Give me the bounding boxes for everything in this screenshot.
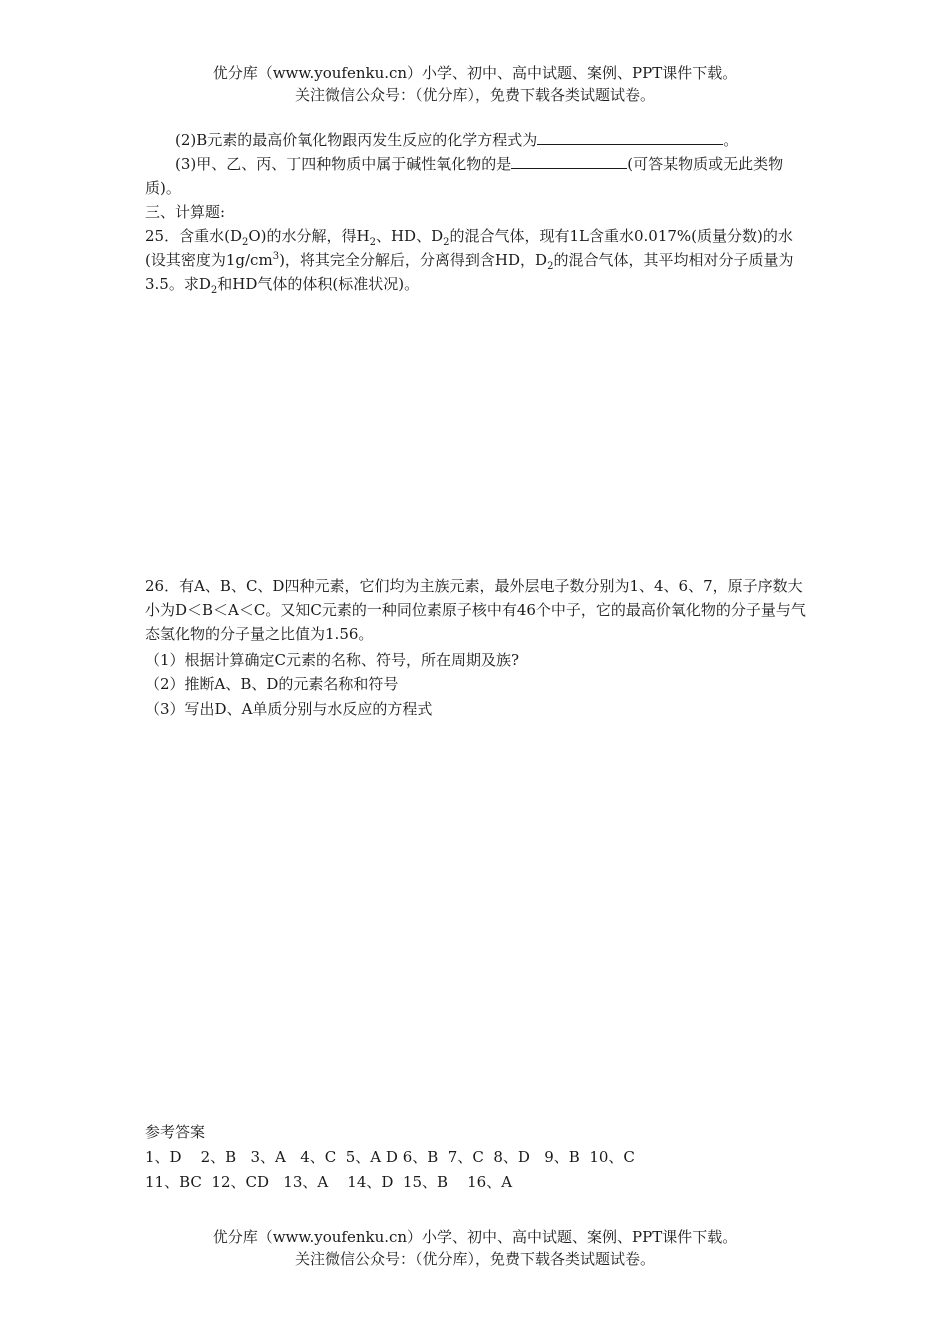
q25-text: )，将其完全分解后，分离得到含HD，D bbox=[279, 251, 548, 269]
question-26-sub1: （1）根据计算确定C元素的名称、符号，所在周期及族? bbox=[145, 651, 520, 669]
answers-row-2: 11、BC 12、CD 13、A 14、D 15、B 16、A bbox=[145, 1173, 513, 1191]
q25-text: 的混合气体，现有1L含重水0.017%(质量分数)的水(设其密度为1g/cm bbox=[145, 227, 793, 269]
page-header-line2: 关注微信公众号：（优分库），免费下载各类试题试卷。 bbox=[294, 86, 655, 104]
subscript: 2 bbox=[369, 237, 376, 248]
subscript: 2 bbox=[241, 237, 249, 248]
question-25 bbox=[145, 224, 808, 296]
superscript: 3 bbox=[272, 251, 280, 262]
section-heading: 三、计算题: bbox=[145, 203, 226, 221]
question-2 bbox=[145, 128, 808, 152]
subscript: 2 bbox=[547, 261, 554, 272]
question-2-text: (2)B元素的最高价氧化物跟丙发生反应的化学方程式为 bbox=[175, 131, 538, 149]
subscript: 2 bbox=[443, 237, 450, 248]
answers-row-1: 1、D 2、B 3、A 4、C 5、A D 6、B 7、C 8、D 9、B 10、C bbox=[145, 1148, 635, 1166]
answer-blank bbox=[537, 129, 723, 145]
question-3-text: (3)甲、乙、丙、丁四种物质中属于碱性氧化物的是 bbox=[175, 155, 512, 173]
question-26-intro: 26．有A、B、C、D四种元素，它们均为主族元素，最外层电子数分别为1、4、6、7，原子序数大小为D＜B＜A＜C。又知C元素的一种同位素原子核中有46个中子，它的最高价氧化物的分子量与气态氢化物的分子量之比值为1.56。 bbox=[145, 577, 806, 643]
page-header-line1: 优分库（www.youfenku.cn）小学、初中、高中试题、案例、PPT课件下载。 bbox=[212, 64, 738, 82]
question-2-tail: 。 bbox=[723, 131, 739, 149]
q25-text: 含重水(D bbox=[179, 227, 242, 245]
answer-blank bbox=[511, 153, 627, 169]
question-3 bbox=[145, 152, 808, 200]
page-footer-line1: 优分库（www.youfenku.cn）小学、初中、高中试题、案例、PPT课件下载。 bbox=[212, 1228, 738, 1246]
q25-text: 、HD、D bbox=[375, 227, 444, 245]
question-number: 25． bbox=[145, 227, 180, 245]
subscript: 2 bbox=[210, 285, 218, 296]
q25-text: 的混合气体，其平均相对分子质量为3.5。求D bbox=[145, 251, 794, 293]
question-26-sub2: （2）推断A、B、D的元素名称和符号 bbox=[145, 675, 399, 693]
page-footer-line2: 关注微信公众号：（优分库），免费下载各类试题试卷。 bbox=[294, 1250, 655, 1268]
question-3-tail: (可答某物质或无此类物质)。 bbox=[145, 155, 784, 197]
q25-text: 和HD气体的体积(标准状况)。 bbox=[217, 275, 420, 293]
answers-title: 参考答案 bbox=[145, 1123, 206, 1141]
q25-text: O)的水分解，得H bbox=[248, 227, 370, 245]
question-26-sub3: （3）写出D、A单质分别与水反应的方程式 bbox=[145, 700, 433, 718]
